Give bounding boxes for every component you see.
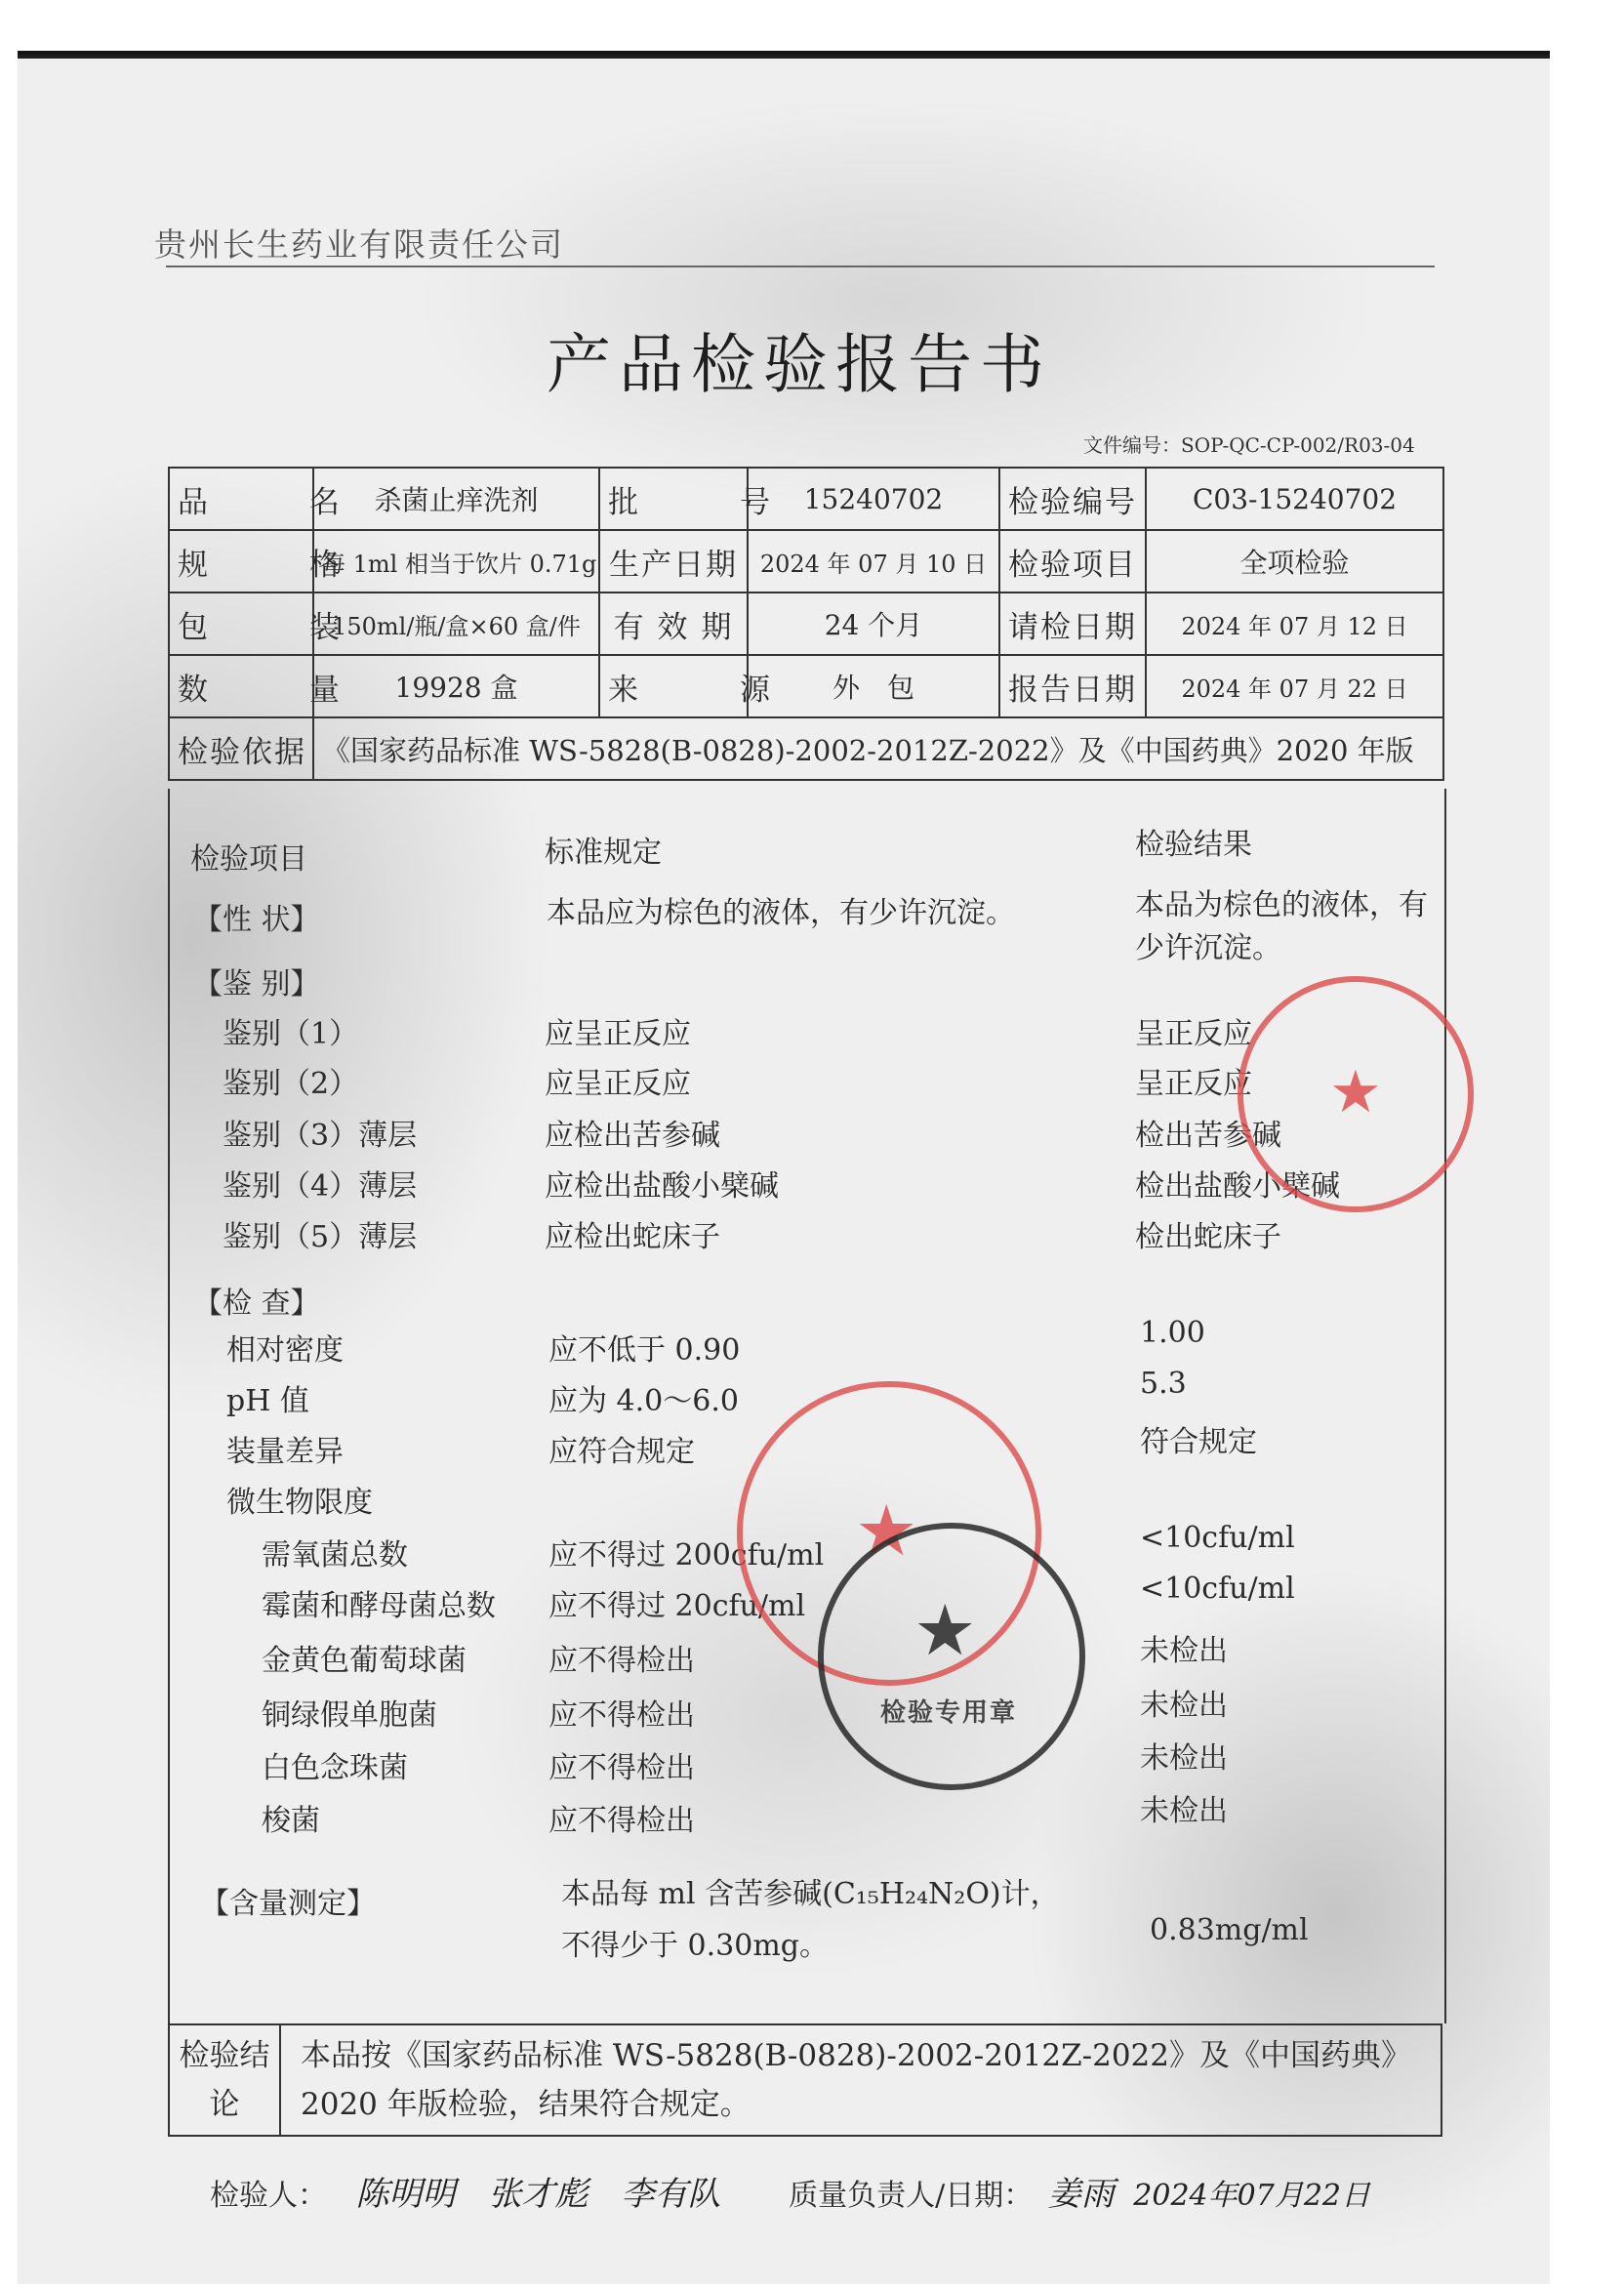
package-value: 150ml/瓶/盒×60 盒/件 bbox=[313, 592, 599, 655]
assay-standard-line1: 本品每 ml 含苦参碱(C₁₅H₂₄N₂O)计， bbox=[561, 1877, 1060, 1911]
seal-sub-text: 检验专用章 bbox=[880, 1698, 1018, 1728]
inspection-row-standard: 应不得过 200cfu/ml bbox=[548, 1538, 825, 1573]
identification-row-item: 鉴别（5）薄层 bbox=[223, 1220, 418, 1254]
inspection-row-standard: 应不低于 0.90 bbox=[548, 1333, 741, 1368]
info-row-1 bbox=[169, 468, 1443, 530]
inspection-row-result: 1.00 bbox=[1140, 1316, 1205, 1350]
properties-result-line1: 本品为棕色的液体，有 bbox=[1135, 888, 1428, 922]
inspection-row-item: 需氧菌总数 bbox=[262, 1538, 408, 1573]
inspection-label: 【检 查】 bbox=[193, 1287, 320, 1321]
inspection-row-item: 相对密度 bbox=[226, 1333, 344, 1368]
inspection-row-standard: 应符合规定 bbox=[548, 1435, 695, 1469]
batch-value: 15240702 bbox=[748, 468, 999, 530]
package-label: 包 装 bbox=[169, 592, 313, 655]
identification-row-result: 检出蛇床子 bbox=[1135, 1220, 1281, 1254]
source-label: 来 源 bbox=[599, 655, 748, 717]
conclusion-label: 检验结论 bbox=[169, 2024, 280, 2136]
identification-row-item: 鉴别（3）薄层 bbox=[223, 1119, 418, 1153]
inspection-row-item: 梭菌 bbox=[262, 1804, 320, 1838]
qa-date: 2024年07月22日 bbox=[1133, 2179, 1370, 2213]
inspection-row-result: 5.3 bbox=[1140, 1367, 1187, 1401]
inspection-seal-stamp bbox=[818, 1523, 1085, 1790]
file-number: 文件编号：SOP-QC-CP-002/R03-04 bbox=[1083, 433, 1415, 457]
inspection-row-item: 铜绿假单胞菌 bbox=[262, 1698, 437, 1733]
identification-row-result: 呈正反应 bbox=[1135, 1067, 1252, 1101]
properties-standard: 本品应为棕色的液体，有少许沉淀。 bbox=[547, 896, 1015, 930]
identification-row-item: 鉴别（4）薄层 bbox=[223, 1169, 418, 1204]
source-value: 外 包 bbox=[748, 655, 999, 717]
report-date-value: 2024 年 07 月 22 日 bbox=[1146, 655, 1443, 717]
identification-row-result: 呈正反应 bbox=[1135, 1017, 1252, 1051]
test-item-value: 全项检验 bbox=[1146, 530, 1443, 592]
info-row-basis bbox=[169, 717, 1443, 780]
inspection-row-standard: 应不得检出 bbox=[548, 1698, 695, 1733]
column-header-item: 检验项目 bbox=[190, 842, 307, 877]
spec-label: 规 格 bbox=[169, 530, 313, 592]
inspection-row-standard: 应不得检出 bbox=[548, 1804, 695, 1838]
inspector-signatures: 陈明明 张才彪 李有队 bbox=[355, 2175, 721, 2214]
spec-value: 每 1ml 相当于饮片 0.71g bbox=[313, 530, 599, 592]
properties-label: 【性 状】 bbox=[193, 903, 320, 937]
test-no-label: 检验编号 bbox=[999, 468, 1146, 530]
identification-row-standard: 应检出苦参碱 bbox=[545, 1119, 720, 1153]
seal-star-icon: ★ bbox=[855, 1490, 918, 1572]
identification-row-standard: 应呈正反应 bbox=[545, 1017, 691, 1051]
column-header-result: 检验结果 bbox=[1135, 828, 1252, 862]
inspection-row-item: 霉菌和酵母菌总数 bbox=[262, 1589, 496, 1623]
identification-row-item: 鉴别（1） bbox=[223, 1017, 359, 1051]
inspection-row-result: 符合规定 bbox=[1140, 1425, 1257, 1459]
inspection-row-result: <10cfu/ml bbox=[1140, 1572, 1295, 1606]
assay-standard-line2: 不得少于 0.30mg。 bbox=[561, 1929, 829, 1963]
company-name: 贵州长生药业有限责任公司 bbox=[154, 225, 564, 264]
quantity-value: 19928 盒 bbox=[313, 655, 599, 717]
info-row-4 bbox=[169, 655, 1443, 717]
company-seal-stamp bbox=[1238, 976, 1474, 1212]
qa-label: 质量负责人/日期： bbox=[789, 2179, 1034, 2213]
validity-label: 有 效 期 bbox=[599, 592, 748, 655]
mfg-date-value: 2024 年 07 月 10 日 bbox=[748, 530, 999, 592]
properties-result-line2: 少许沉淀。 bbox=[1135, 931, 1281, 965]
seal-star-icon: ★ bbox=[914, 1589, 977, 1671]
inspection-row-result: 未检出 bbox=[1140, 1794, 1228, 1828]
inspection-row-result: 未检出 bbox=[1140, 1689, 1228, 1723]
quantity-label: 数 量 bbox=[169, 655, 313, 717]
identification-row-standard: 应检出盐酸小檗碱 bbox=[545, 1169, 779, 1204]
header-divider bbox=[166, 266, 1435, 267]
signature-row bbox=[210, 2167, 1370, 2215]
seal-star-icon: ★ bbox=[1329, 1058, 1382, 1126]
identification-row-item: 鉴别（2） bbox=[223, 1067, 359, 1101]
inspection-row-standard: 应不得检出 bbox=[548, 1751, 695, 1785]
qa-signature: 姜雨 bbox=[1047, 2175, 1115, 2214]
inspection-row-result: 未检出 bbox=[1140, 1634, 1228, 1668]
request-date-value: 2024 年 07 月 12 日 bbox=[1146, 592, 1443, 655]
info-row-3 bbox=[169, 592, 1443, 655]
product-name-label: 品 名 bbox=[169, 468, 313, 530]
conclusion-table bbox=[168, 2023, 1442, 2137]
validity-value: 24 个月 bbox=[748, 592, 999, 655]
identification-row-result: 检出盐酸小檗碱 bbox=[1135, 1169, 1340, 1204]
identification-row-standard: 应检出蛇床子 bbox=[545, 1220, 720, 1254]
inspection-row-standard: 应不得检出 bbox=[548, 1644, 695, 1678]
inspection-row-result: <10cfu/ml bbox=[1140, 1521, 1295, 1555]
inspector-label: 检验人： bbox=[210, 2179, 327, 2213]
inspection-row-standard: 应为 4.0～6.0 bbox=[548, 1384, 739, 1418]
info-row-2 bbox=[169, 530, 1443, 592]
inspection-row-item: 微生物限度 bbox=[226, 1486, 373, 1520]
product-info-table bbox=[168, 467, 1444, 781]
inspection-row-item: 白色念珠菌 bbox=[262, 1751, 408, 1785]
assay-result: 0.83mg/ml bbox=[1150, 1913, 1309, 1947]
report-date-label: 报告日期 bbox=[999, 655, 1146, 717]
identification-row-result: 检出苦参碱 bbox=[1135, 1119, 1281, 1153]
assay-label: 【含量测定】 bbox=[200, 1887, 376, 1921]
test-no-value: C03-15240702 bbox=[1146, 468, 1443, 530]
test-item-label: 检验项目 bbox=[999, 530, 1146, 592]
request-date-label: 请检日期 bbox=[999, 592, 1146, 655]
basis-label: 检验依据 bbox=[169, 717, 313, 780]
inspection-row-result: 未检出 bbox=[1140, 1741, 1228, 1776]
mfg-date-label: 生产日期 bbox=[599, 530, 748, 592]
product-name-value: 杀菌止痒洗剂 bbox=[313, 468, 599, 530]
batch-label: 批 号 bbox=[599, 468, 748, 530]
column-header-standard: 标准规定 bbox=[545, 836, 662, 870]
document-title: 产品检验报告书 bbox=[547, 327, 1052, 402]
basis-value: 《国家药品标准 WS-5828(B-0828)-2002-2012Z-2022》及《中国药典》2020 年版 bbox=[313, 717, 1443, 780]
inspection-row-item: 装量差异 bbox=[226, 1435, 344, 1469]
inspection-row-standard: 应不得过 20cfu/ml bbox=[548, 1589, 806, 1623]
identification-label: 【鉴 别】 bbox=[193, 967, 320, 1001]
inspection-row-item: pH 值 bbox=[226, 1384, 309, 1418]
identification-row-standard: 应呈正反应 bbox=[545, 1067, 691, 1101]
inspection-row-item: 金黄色葡萄球菌 bbox=[262, 1644, 467, 1678]
conclusion-text: 本品按《国家药品标准 WS-5828(B-0828)-2002-2012Z-2022》及《中国药典》2020 年版检验，结果符合规定。 bbox=[280, 2024, 1441, 2136]
